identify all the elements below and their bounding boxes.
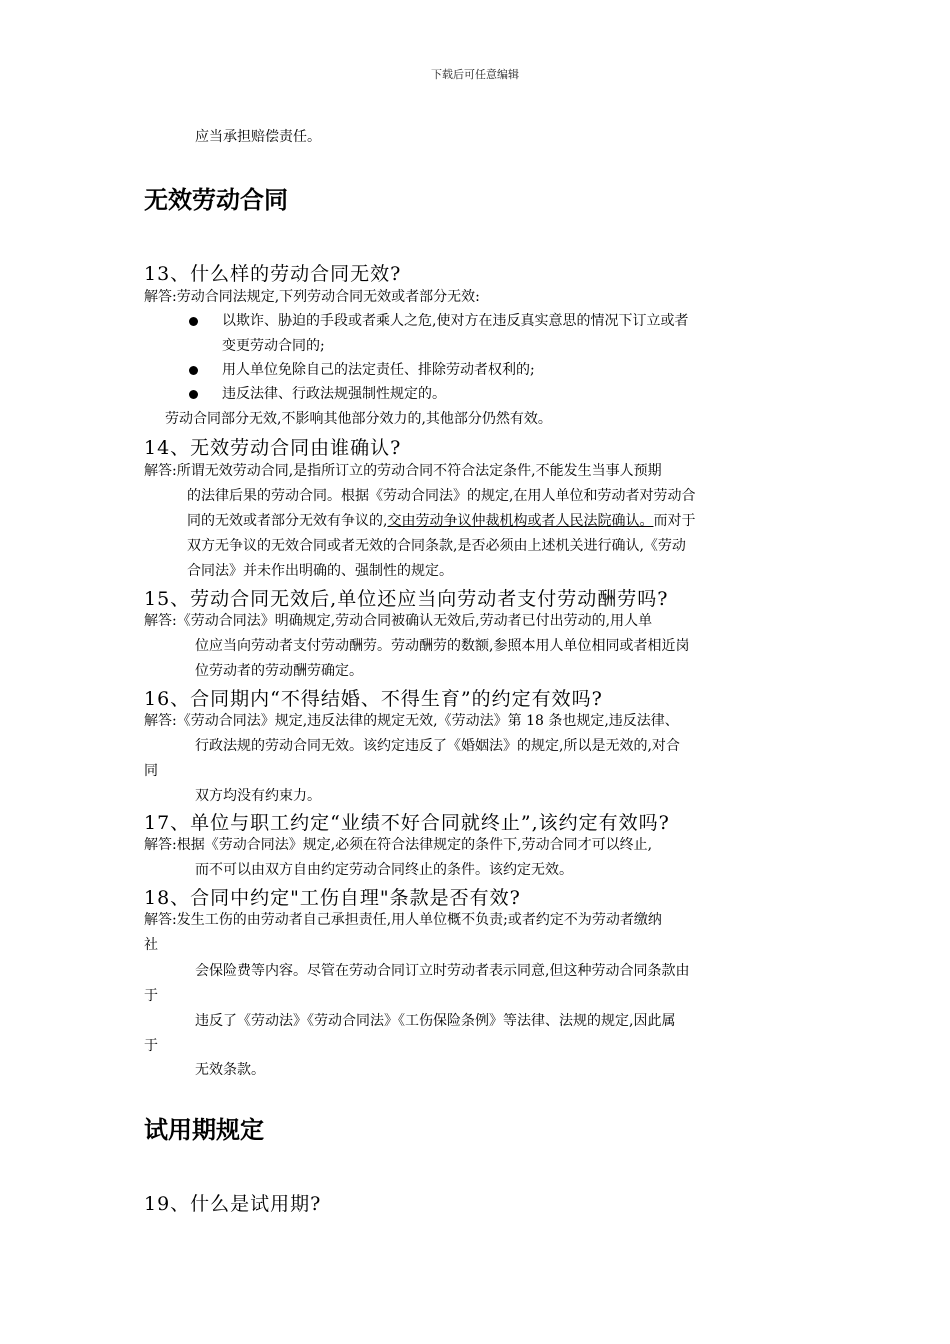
q14-line-3a: 同的无效或者部分无效有争议的,: [187, 513, 388, 529]
q14-line-3b: 而对于: [653, 513, 696, 529]
q13-answer-lead: 解答:劳动合同法规定,下列劳动合同无效或者部分无效:: [144, 289, 480, 305]
q14-line-4: 双方无争议的无效合同或者无效的合同条款,是否必须由上述机关进行确认,《劳动: [187, 538, 686, 554]
question-17-title: 17、单位与职工约定“业绩不好合同就终止”,该约定有效吗?: [144, 812, 670, 834]
q16-line-3: 双方均没有约束力。: [195, 788, 321, 804]
q14-line-2: 的法律后果的劳动合同。根据《劳动合同法》的规定,在用人单位和劳动者对劳动合: [187, 488, 696, 504]
q13-bullet-3: 违反法律、行政法规强制性规定的。: [222, 386, 446, 402]
intro-line: 应当承担赔偿责任。: [195, 129, 321, 145]
q16-line-2-wrap: 同: [144, 763, 158, 779]
q13-tail: 劳动合同部分无效,不影响其他部分效力的,其他部分仍然有效。: [165, 411, 552, 427]
underlined-phrase: 交由劳动争议仲裁机构或者人民法院确认。: [387, 513, 654, 529]
q14-line-1: 解答:所谓无效劳动合同,是指所订立的劳动合同不符合法定条件,不能发生当事人预期: [144, 463, 662, 479]
bullet-icon: [189, 317, 198, 326]
q15-line-1: 解答:《劳动合同法》明确规定,劳动合同被确认无效后,劳动者已付出劳动的,用人单: [144, 613, 653, 629]
question-19-title: 19、什么是试用期?: [144, 1193, 322, 1215]
bullet-icon: [189, 390, 198, 399]
q14-line-3: [187, 512, 695, 530]
page-header: 下载后可任意编辑: [431, 68, 519, 81]
question-13-title: 13、什么样的劳动合同无效?: [144, 263, 402, 285]
q16-line-2: 行政法规的劳动合同无效。该约定违反了《婚姻法》的规定,所以是无效的,对合: [195, 738, 680, 754]
q18-line-4: 无效条款。: [195, 1062, 265, 1078]
q14-line-5: 合同法》并未作出明确的、强制性的规定。: [187, 563, 453, 579]
q18-line-2-wrap: 于: [144, 988, 158, 1004]
q18-line-1: 解答:发生工伤的由劳动者自己承担责任,用人单位概不负责;或者约定不为劳动者缴纳: [144, 912, 662, 928]
q17-line-2: 而不可以由双方自由约定劳动合同终止的条件。该约定无效。: [195, 862, 573, 878]
q16-line-1: 解答:《劳动合同法》规定,违反法律的规定无效,《劳动法》第 18 条也规定,违反法律、: [144, 713, 679, 729]
q18-line-3: 违反了《劳动法》《劳动合同法》《工伤保险条例》等法律、法规的规定,因此属: [195, 1013, 676, 1029]
q18-line-1-wrap: 社: [144, 937, 158, 953]
section-heading-probation: 试用期规定: [144, 1116, 264, 1144]
q15-line-2: 位应当向劳动者支付劳动酬劳。劳动酬劳的数额,参照本用人单位相同或者相近岗: [195, 638, 690, 654]
q18-line-2: 会保险费等内容。尽管在劳动合同订立时劳动者表示同意,但这种劳动合同条款由: [195, 963, 690, 979]
question-15-title: 15、劳动合同无效后,单位还应当向劳动者支付劳动酬劳吗?: [144, 588, 669, 610]
question-16-title: 16、合同期内“不得结婚、不得生育”的约定有效吗?: [144, 688, 603, 710]
bullet-icon: [189, 366, 198, 375]
q18-line-3-wrap: 于: [144, 1038, 158, 1054]
q17-line-1: 解答:根据《劳动合同法》规定,必须在符合法律规定的条件下,劳动合同才可以终止,: [144, 837, 653, 853]
q13-bullet-1-cont: 变更劳动合同的;: [222, 338, 325, 354]
question-18-title: 18、合同中约定"工伤自理"条款是否有效?: [144, 887, 521, 909]
question-14-title: 14、无效劳动合同由谁确认?: [144, 437, 402, 459]
q13-bullet-1: 以欺诈、胁迫的手段或者乘人之危,使对方在违反真实意思的情况下订立或者: [222, 313, 689, 329]
section-heading-invalid-contracts: 无效劳动合同: [144, 186, 288, 214]
q13-bullet-2: 用人单位免除自己的法定责任、排除劳动者权利的;: [222, 362, 535, 378]
q15-line-3: 位劳动者的劳动酬劳确定。: [195, 663, 363, 679]
